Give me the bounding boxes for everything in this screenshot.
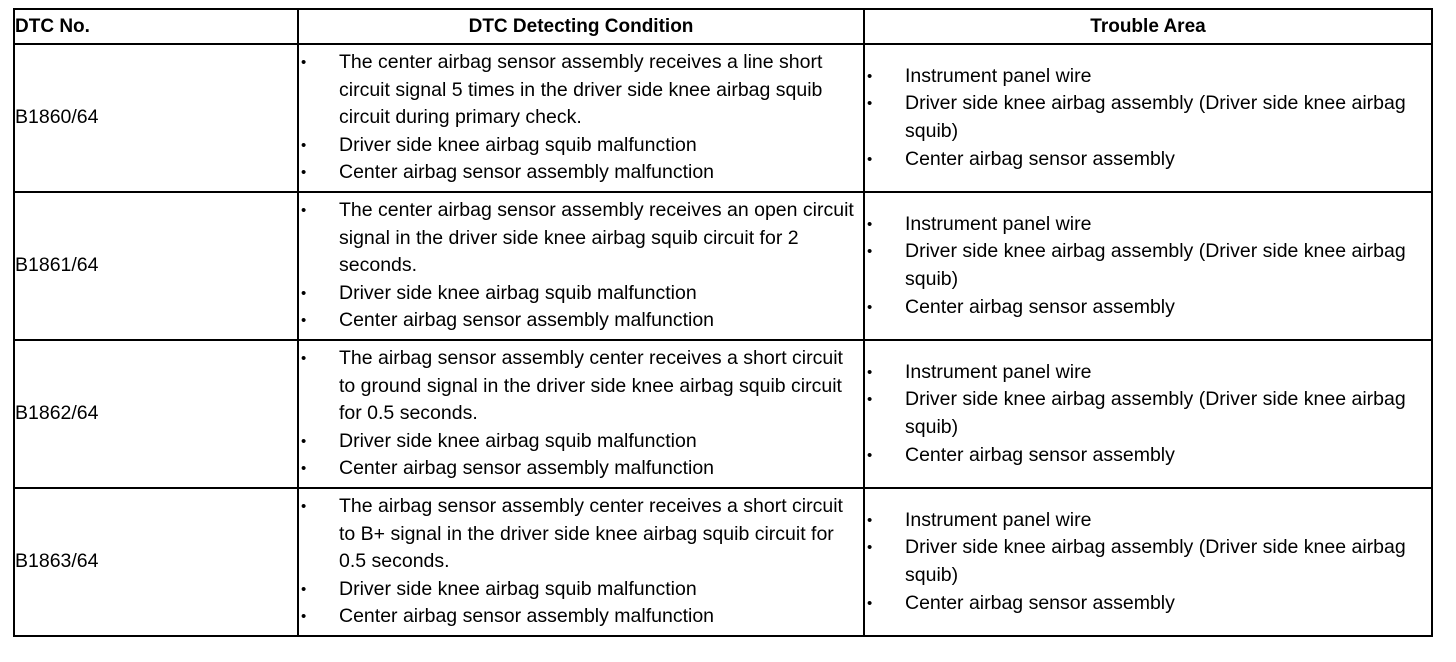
detecting-condition-cell-list — [299, 49, 863, 187]
condition-item — [299, 576, 863, 604]
header-row — [14, 9, 1432, 44]
trouble-area-item — [865, 359, 1431, 387]
bullet-icon: • — [301, 432, 307, 450]
bullet-icon: • — [867, 539, 873, 557]
bullet-icon: • — [867, 594, 873, 612]
bullet-icon: • — [301, 54, 307, 72]
condition-item — [299, 345, 863, 428]
trouble-area-item-text: Driver side knee airbag assembly (Driver side knee airbag squib) — [905, 536, 1406, 586]
detecting-condition-cell — [298, 192, 864, 340]
condition-item-text: Driver side knee airbag squib malfunction — [339, 577, 697, 600]
trouble-area-item — [865, 63, 1431, 91]
trouble-area-item-text: Driver side knee airbag assembly (Driver side knee airbag squib) — [905, 240, 1406, 290]
trouble-area-cell-list — [865, 359, 1431, 469]
bullet-icon: • — [301, 284, 307, 302]
trouble-area-item — [865, 442, 1431, 470]
trouble-area-item — [865, 294, 1431, 322]
trouble-area-item — [865, 590, 1431, 618]
detecting-condition-cell — [298, 44, 864, 192]
table-body — [14, 44, 1432, 636]
detecting-condition-cell-list — [299, 493, 863, 631]
trouble-area-item — [865, 534, 1431, 589]
condition-item — [299, 159, 863, 187]
condition-item — [299, 49, 863, 132]
trouble-area-item-text: Driver side knee airbag assembly (Driver side knee airbag squib) — [905, 92, 1406, 142]
bullet-icon: • — [301, 460, 307, 478]
dtc-code: B1862/64 — [14, 340, 298, 488]
dtc-table — [13, 8, 1433, 637]
bullet-icon: • — [867, 67, 873, 85]
trouble-area-item-text: Instrument panel wire — [905, 508, 1092, 531]
detecting-condition-cell — [298, 340, 864, 488]
header-detecting-condition: DTC Detecting Condition — [298, 9, 864, 44]
table-row — [14, 44, 1432, 192]
header-trouble-area: Trouble Area — [864, 9, 1432, 44]
bullet-icon: • — [301, 608, 307, 626]
condition-item-text: The airbag sensor assembly center receives a short circuit to B+ signal in the driver side knee airbag squib circuit for 0.5 seconds. — [339, 495, 843, 573]
condition-item — [299, 603, 863, 631]
bullet-icon: • — [301, 164, 307, 182]
condition-item — [299, 493, 863, 576]
detecting-condition-cell — [298, 488, 864, 636]
dtc-code: B1860/64 — [14, 44, 298, 192]
table-row — [14, 488, 1432, 636]
trouble-area-item — [865, 211, 1431, 239]
bullet-icon: • — [301, 136, 307, 154]
bullet-icon: • — [301, 202, 307, 220]
trouble-area-item — [865, 90, 1431, 145]
detecting-condition-cell-list — [299, 345, 863, 483]
trouble-area-item-text: Center airbag sensor assembly — [905, 295, 1175, 318]
detecting-condition-cell-list — [299, 197, 863, 335]
condition-item — [299, 428, 863, 456]
trouble-area-item-text: Center airbag sensor assembly — [905, 591, 1175, 614]
condition-item-text: Center airbag sensor assembly malfunction — [339, 605, 715, 628]
bullet-icon: • — [867, 298, 873, 316]
condition-item — [299, 132, 863, 160]
condition-item — [299, 307, 863, 335]
bullet-icon: • — [301, 312, 307, 330]
trouble-area-cell-list — [865, 63, 1431, 173]
dtc-code: B1863/64 — [14, 488, 298, 636]
condition-item — [299, 197, 863, 280]
trouble-area-item-text: Driver side knee airbag assembly (Driver side knee airbag squib) — [905, 388, 1406, 438]
trouble-area-item-text: Instrument panel wire — [905, 64, 1092, 87]
trouble-area-cell — [864, 44, 1432, 192]
condition-item-text: The center airbag sensor assembly receives a line short circuit signal 5 times in the driver side knee airbag squib circuit during primary check. — [339, 51, 823, 129]
bullet-icon: • — [867, 511, 873, 529]
trouble-area-cell — [864, 340, 1432, 488]
bullet-icon: • — [301, 350, 307, 368]
bullet-icon: • — [867, 150, 873, 168]
trouble-area-item — [865, 386, 1431, 441]
condition-item-text: The airbag sensor assembly center receives a short circuit to ground signal in the driver side knee airbag squib circuit for 0.5 seconds. — [339, 347, 843, 425]
condition-item-text: Center airbag sensor assembly malfunction — [339, 457, 715, 480]
trouble-area-cell — [864, 192, 1432, 340]
trouble-area-item-text: Instrument panel wire — [905, 212, 1092, 235]
trouble-area-cell-list — [865, 507, 1431, 617]
trouble-area-item-text: Center airbag sensor assembly — [905, 443, 1175, 466]
trouble-area-cell-list — [865, 211, 1431, 321]
condition-item-text: Center airbag sensor assembly malfunction — [339, 161, 715, 184]
bullet-icon: • — [867, 243, 873, 261]
condition-item-text: Driver side knee airbag squib malfunction — [339, 133, 697, 156]
bullet-icon: • — [867, 391, 873, 409]
bullet-icon: • — [867, 446, 873, 464]
bullet-icon: • — [867, 215, 873, 233]
bullet-icon: • — [867, 363, 873, 381]
condition-item — [299, 280, 863, 308]
table-row — [14, 340, 1432, 488]
trouble-area-item — [865, 146, 1431, 174]
trouble-area-item — [865, 238, 1431, 293]
condition-item-text: Center airbag sensor assembly malfunction — [339, 309, 715, 332]
bullet-icon: • — [867, 95, 873, 113]
condition-item-text: The center airbag sensor assembly receives an open circuit signal in the driver side knee airbag squib circuit for 2 seconds. — [339, 199, 854, 277]
table-row — [14, 192, 1432, 340]
trouble-area-item-text: Instrument panel wire — [905, 360, 1092, 383]
condition-item — [299, 455, 863, 483]
bullet-icon: • — [301, 498, 307, 516]
trouble-area-cell — [864, 488, 1432, 636]
trouble-area-item — [865, 507, 1431, 535]
trouble-area-item-text: Center airbag sensor assembly — [905, 147, 1175, 170]
header-dtc-no: DTC No. — [14, 9, 298, 44]
condition-item-text: Driver side knee airbag squib malfunction — [339, 281, 697, 304]
condition-item-text: Driver side knee airbag squib malfunction — [339, 429, 697, 452]
bullet-icon: • — [301, 580, 307, 598]
dtc-code: B1861/64 — [14, 192, 298, 340]
